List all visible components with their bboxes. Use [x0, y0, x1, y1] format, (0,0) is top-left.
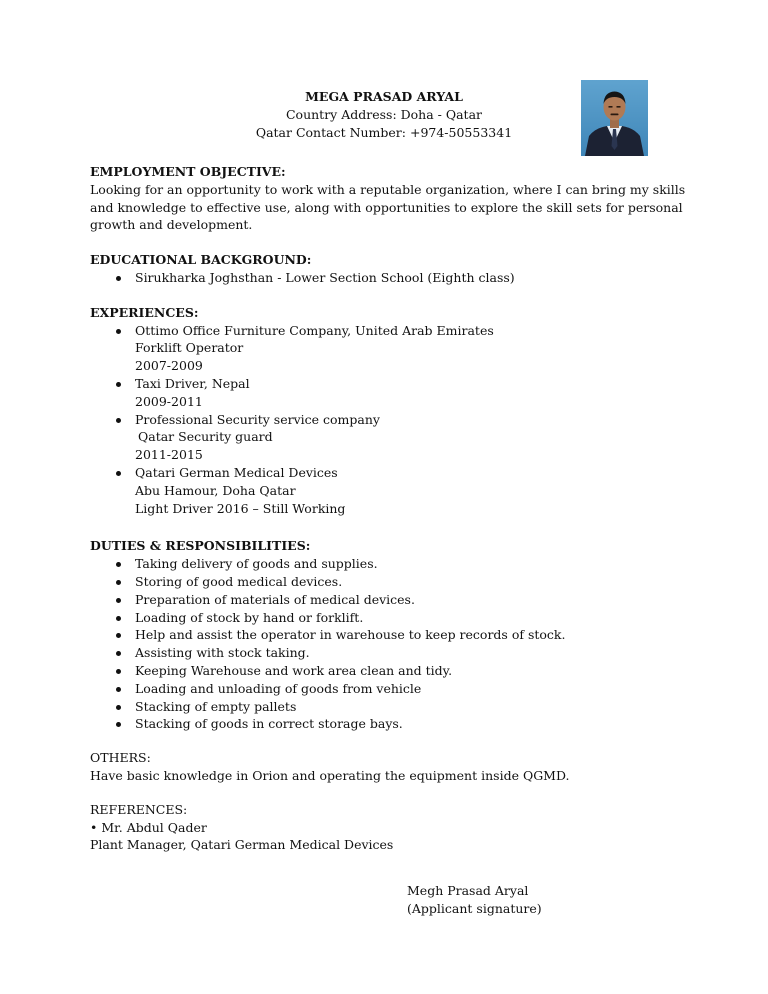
experience-employer: Ottimo Office Furniture Company, United Arab Emirates	[135, 322, 494, 338]
experience-section	[90, 304, 690, 518]
duties-heading: DUTIES & RESPONSIBILITIES:	[90, 538, 311, 554]
experience-period: 2011-2015	[135, 447, 203, 463]
resume-header	[0, 88, 768, 142]
experience-location: Abu Hamour, Doha Qatar	[135, 482, 296, 498]
country-address: Country Address: Doha - Qatar	[285, 107, 482, 122]
objective-line: growth and development.	[90, 217, 253, 233]
list-item: Stacking of empty pallets	[90, 698, 690, 716]
experience-list	[90, 322, 690, 518]
reference-name: • Mr. Abdul Qader	[90, 819, 207, 835]
experience-employer: Professional Security service company	[135, 411, 380, 427]
education-list	[90, 269, 690, 287]
list-item: Preparation of materials of medical devices.	[90, 591, 690, 609]
experience-period: 2009-2011	[135, 393, 203, 409]
experience-role: Light Driver 2016 – Still Working	[135, 500, 346, 516]
resume-body	[90, 163, 690, 854]
objective-section	[90, 163, 690, 234]
objective-line: and knowledge to effective use, along with opportunities to explore the skill sets for personal	[90, 199, 683, 215]
experience-role: Forklift Operator	[135, 340, 244, 356]
list-item: Help and assist the operator in warehouse to keep records of stock.	[90, 626, 690, 644]
reference-position: Plant Manager, Qatari German Medical Devices	[90, 837, 394, 853]
signature-name: Megh Prasad Aryal	[407, 883, 529, 898]
list-item: Sirukharka Joghsthan - Lower Section School (Eighth class)	[90, 269, 690, 287]
contact-number: Qatar Contact Number: +974-50553341	[255, 125, 513, 140]
education-heading: EDUCATIONAL BACKGROUND:	[90, 252, 312, 268]
others-heading: OTHERS:	[90, 750, 151, 766]
list-item: Taking delivery of goods and supplies.	[90, 555, 690, 573]
applicant-name: MEGA PRASAD ARYAL	[305, 89, 463, 104]
experience-employer: Qatari German Medical Devices	[135, 464, 338, 480]
references-heading: REFERENCES:	[90, 801, 188, 817]
experience-role: Qatar Security guard	[138, 429, 273, 445]
experience-item	[90, 322, 690, 375]
others-section	[90, 749, 690, 785]
list-item: Loading of stock by hand or forklift.	[90, 609, 690, 627]
experience-employer: Taxi Driver, Nepal	[135, 375, 250, 391]
applicant-photo	[581, 80, 648, 156]
objective-heading: EMPLOYMENT OBJECTIVE:	[90, 164, 286, 179]
duties-section	[90, 537, 690, 733]
signature-label: (Applicant signature)	[407, 901, 542, 916]
objective-line: Looking for an opportunity to work with a reputable organization, where I can bring my skills	[90, 181, 686, 197]
duties-list	[90, 555, 690, 733]
experience-period: 2007-2009	[135, 358, 203, 374]
education-section	[90, 251, 690, 287]
signature-block	[407, 882, 542, 918]
portrait-illustration	[581, 80, 648, 156]
list-item: Assisting with stock taking.	[90, 644, 690, 662]
experience-item	[90, 411, 690, 464]
experience-heading: EXPERIENCES:	[90, 304, 199, 320]
list-item: Stacking of goods in correct storage bays.	[90, 715, 690, 733]
list-item: Loading and unloading of goods from vehicle	[90, 680, 690, 698]
others-text: Have basic knowledge in Orion and operating the equipment inside QGMD.	[90, 767, 570, 783]
experience-item	[90, 464, 690, 517]
list-item: Keeping Warehouse and work area clean and tidy.	[90, 662, 690, 680]
references-section	[90, 801, 690, 854]
list-item: Storing of good medical devices.	[90, 573, 690, 591]
experience-item	[90, 375, 690, 411]
